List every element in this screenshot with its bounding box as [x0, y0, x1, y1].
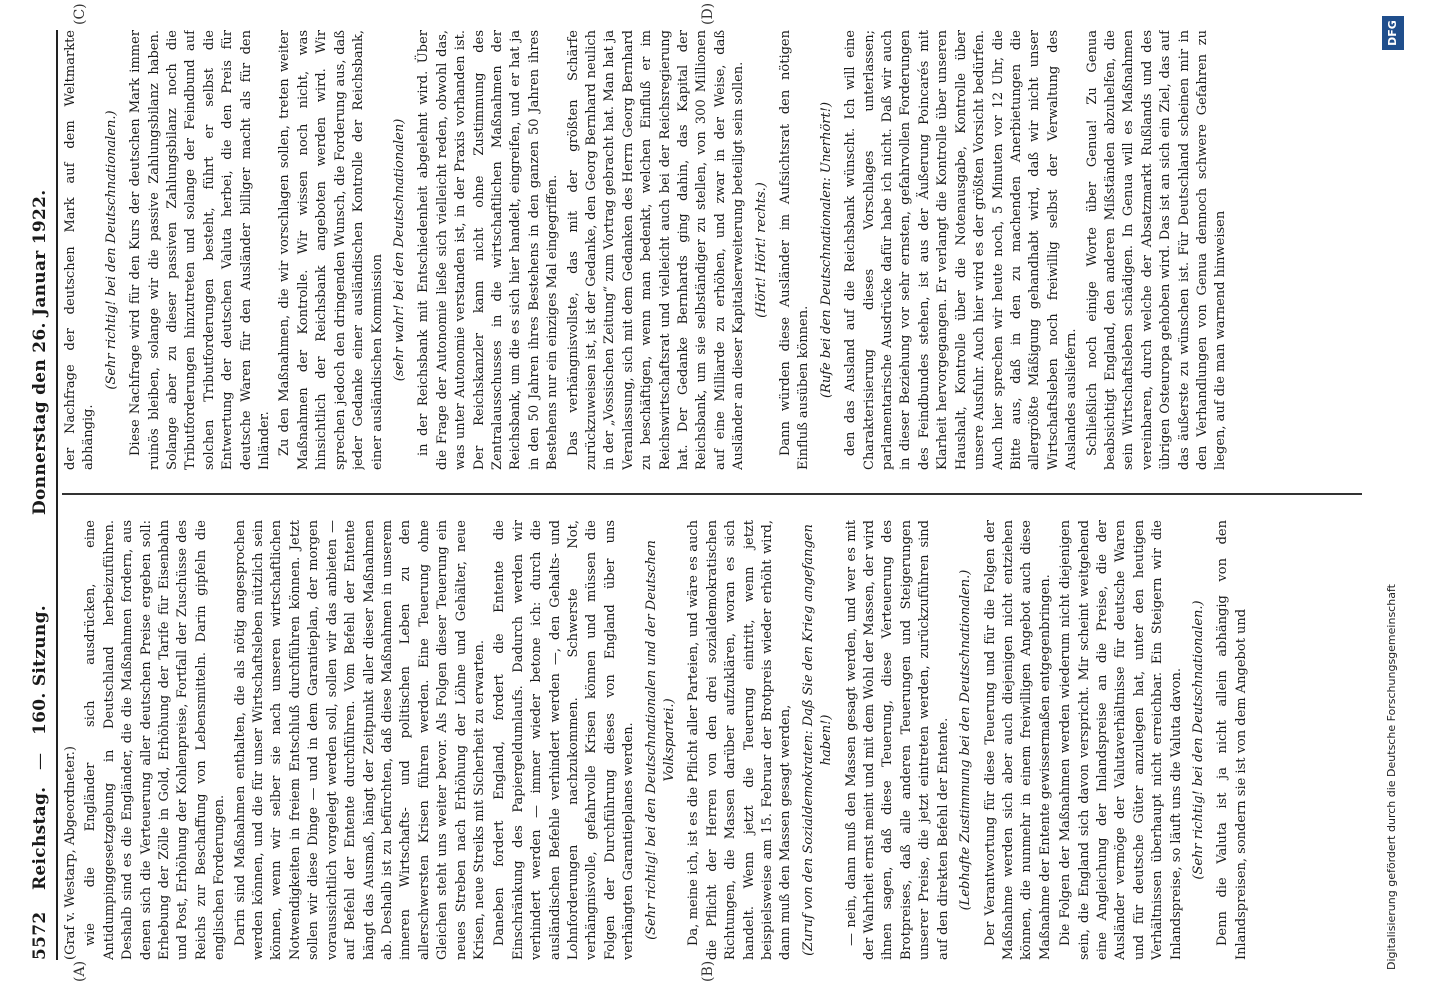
page-header	[30, 30, 52, 960]
interjection: (Zuruf von den Sozialdemokraten: Daß Sie den Krieg angefangen haben!)	[800, 524, 835, 956]
paragraph: Die Folgen der Maßnahmen werden wiederum nicht diejenigen sein, die England sich davon verspricht. Mir scheint weitgehend eine Angleichung der Inlandspreise an die Preise, die der Ausländer vermöge der Valutaverhältnisse für deutsche Waren und für deutsche Güter anzulegen hat, unter den heutigen Verhältnissen überhaupt nicht erreichbar. Ein Steigern wir die Inlandspreise, so läuft uns die Valuta davon.	[1058, 520, 1184, 960]
margin-marker-b: (B)	[700, 960, 716, 982]
left-text-column	[62, 520, 1362, 960]
interjection: (Sehr richtig! bei den Deutschnationalen.)	[1190, 600, 1206, 880]
paragraph: Das verhängnisvollste, das mit der größten Schärfe zurückzuweisen ist, ist der Gedanke, den Georg Bernhard neulich in der „Vossischen Zeitung“ zum Vortrag gebracht hat. Man hat ja Veranlassung, sich mit dem Gedanken des Herrn Georg Bernhard zu beschäftigen, wenn man bedenkt, welchen Einfluß er im Reichswirtschaftsrat und vielleicht auch bei der Reichsregierung hat. Der Gedanke Bernhards ging dahin, das Kapital der Reichsbank, um sie selbständiger zu stellen, von 300 Millionen auf eine Milliarde zu erhöhen, und zwar in der Weise, daß Ausländer an dieser Kapitalserweiterung beteiligt sein sollen.	[565, 30, 747, 470]
speaker-line: der Nachfrage der deutschen Mark auf dem Weltmarkte abhängig.	[63, 30, 97, 470]
interjection: (Lebhafte Zustimmung bei den Deutschnationalen.)	[958, 569, 974, 911]
session-date: Donnerstag den 26. Januar 1922.	[30, 189, 50, 515]
paragraph: Diese Nachfrage wird für den Kurs der deutschen Mark immer ruinös bleiben, solange wir die passive Zahlungsbilanz haben. Solange aber zu dieser passiven Zahlungsbilanz noch die Tributforderungen hinzutreten und solange der Feindbund auf solchen Tributforderungen besteht, führt er selbst die Entwertung der deutschen Valuta herbei, die den Preis für deutsche Waren für den Ausländer billiger macht als für den Inländer.	[128, 30, 273, 470]
dfg-logo: DFG	[1382, 16, 1404, 50]
header-title: Reichstag.	[30, 786, 50, 890]
interjection: (Sehr richtig! bei den Deutschnationalen.)	[103, 110, 119, 390]
interjection: (Hört! Hört! rechts.)	[753, 182, 769, 318]
session-number: 160. Sitzung.	[30, 605, 50, 735]
paragraph: den das Ausland auf die Reichsbank wünscht. Ich will eine Charakterisierung dieses Vorschlages unterlassen; parlamentarische Ausdrücke dafür habe ich nicht. Daß wir auch in dieser Beziehung vor sehr ernsten, gefahrvollen Forderungen des Feindbundes stehen, ist aus der Äußerung Poincarés mit Klarheit hervorgegangen. Er verlangt die Kontrolle über unseren Haushalt, Kontrolle über die Notenausgabe, Kontrolle über unsere Ausfuhr. Auch hier wird es der größten Vorsicht bedürfen. Auch hier sprechen wir heute noch, 5 Minuten vor 12 Uhr, die Bitte aus, daß in den zu machenden Anerbietungen die allergrößte Mäßigung gehandhabt wird, daß wir nicht unser Wirtschaftsleben noch freiwillig selbst der Verwaltung des Auslandes ausliefern.	[843, 30, 1080, 470]
paragraph: Zu den Maßnahmen, die wir vorschlagen sollen, treten weiter Maßnahmen der Kontrolle. Wir wissen noch nicht, was hinsichtlich der Reichsbank angeboten werden wird. Wir sprechen jedoch den dringenden Wunsch, die Forderung aus, daß jeder Gedanke einer ausländischen Kontrolle der Reichsbank, einer ausländischen Kommission	[277, 30, 385, 470]
page-number: 5572	[30, 911, 50, 960]
margin-marker-c: (C)	[72, 3, 88, 25]
right-text-column	[62, 30, 1362, 470]
margin-marker-d: (D)	[700, 2, 716, 25]
header-dash: —	[30, 752, 50, 770]
paragraph: Der Verantwortung für diese Teuerung und für die Folgen der Maßnahme werden sich aber auch diejenigen nicht entziehen können, die nunmehr in einem freiwilligen Angebot auch diese Maßnahme der Entente gewissermaßen entgegenbringen.	[982, 520, 1053, 960]
paragraph: in der Reichsbank mit Entschiedenheit abgelehnt wird. Über die Frage der Autonomie ließe sich vielleicht reden, obwohl das, was unter Autonomie verstanden ist, in der Praxis vorhanden ist. Der Reichskanzler kann nicht ohne Zustimmung des Zentralausschusses in die wirtschaftlichen Maßnahmen der Reichsbank, um die es sich hier handelt, eingreifen, und er hat ja in den 50 Jahren ihres Bestehens in den ganzen 50 Jahren ihres Bestehens nur ein einziges Mal eingegriffen.	[416, 30, 561, 470]
header-rule	[56, 30, 58, 960]
digitization-credit: Digitalisierung gefördert durch die Deutsche Forschungsgemeinschaft	[1385, 584, 1398, 970]
interjection: (Sehr richtig! bei den Deutschnationalen und der Deutschen Volkspartei.)	[643, 540, 677, 940]
paragraph: — nein, dann muß den Massen gesagt werden, und wer es mit der Wahrheit ernst meint und mit dem Wohl der Massen, der wird ihnen sagen, daß diese Teuerung, diese Verteuerung des Brotpreises, daß alle anderen Teuerungen und Steigerungen unserer Preise, die jetzt eintreten werden, zurückzuführen sind auf den direkten Befehl der Entente.	[843, 520, 951, 960]
speaker-line: (Graf v. Westarp, Abgeordneter.)	[63, 746, 78, 960]
paragraph: Daneben fordert England, fordert die Entente die Einschränkung des Papiergeldumlaufs. Dadurch werden wir verhindert werden — immer wieder betone ich: durch die ausländischen Befehle verhindert werden —, den Gehalts- und Lohnforderungen nachzukommen. Schwerste Not, verhängnisvolle, gefahrvolle Krisen können und müssen die Folgen der Durchführung dieses von England über uns verhängten Garantieplanes werden.	[492, 520, 637, 960]
paragraph: Darin sind Maßnahmen enthalten, die als nötig angesprochen werden können, und die für unser Wirtschaftsleben nützlich sein können, wenn wir selber sie nach unseren wirtschaftlichen Notwendigkeiten in freiem Entschluß durchführen können. Jetzt sollen wir diese Dinge — und in dem Garantieplan, der morgen voraussichtlich vorgelegt werden soll, sollen wir das anbieten — auf Befehl der Entente durchführen. Vom Befehl der Entente hängt das Ausmaß, hängt der Zeitpunkt aller dieser Maßnahmen ab. Deshalb ist zu befürchten, daß diese Maßnahmen in unserem inneren Wirtschafts- und politischen Leben zu den allerschwersten Krisen führen werden. Eine Teuerung ohne Gleichen steht uns weiter bevor. Als Folgen dieser Teuerung ein neues Streben nach Erhöhung der Löhne und Gehälter, neue Krisen, neue Streiks mit Sicherheit zu erwarten.	[232, 520, 487, 960]
margin-marker-a: (A)	[72, 960, 88, 982]
paragraph: Da, meine ich, ist es die Pflicht aller Parteien, und wäre es auch die Pflicht der Herren von den drei sozialdemokratischen Richtungen, die Massen darüber aufzuklären, woran es sich handelt. Wenn jetzt die Teuerung eintritt, wenn jetzt beispielsweise am 15. Februar der Brotpreis wieder erhöht wird, dann muß den Massen gesagt werden,	[686, 520, 794, 960]
column-divider	[62, 493, 1362, 495]
interjection: (Rufe bei den Deutschnationalen: Unerhört!)	[818, 101, 834, 399]
paragraph: Schließlich noch einige Worte über Genua! Zu Genua beabsichtigt England, den anderen Mißständen abzuhelfen, die sein Wirtschaftsleben schädigen. In Genua will es Maßnahmen vereinbaren, durch welche der Absatzmarkt Rußlands und des übrigen Osteuropa gehoben wird. Das ist an sich ein Ziel, das auf das äußerste zu wünschen ist. Für Deutschland scheinen mir in den Verhandlungen von Genua dennoch schwere Gefahren zu liegen, auf die man warnend hinweisen	[1084, 30, 1229, 470]
paragraph: Denn die Valuta ist ja nicht allein abhängig von den Inlandspreisen, sondern sie ist von dem Angebot und	[1215, 520, 1249, 960]
paragraph: Dann würden diese Ausländer im Aufsichtsrat den nötigen Einfluß ausüben können.	[778, 30, 812, 470]
paragraph: wie die Engländer sich ausdrücken, eine Antidumpinggesetzgebung in Deutschland herbeizuführen. Deshalb sind es die Engländer, die die Maßnahmen fordern, aus denen sich die Verteuerung aller deutschen Preise ergeben soll: Erhebung der Zölle in Gold, Erhöhung der Tarife für Eisenbahn und Post, Erhöhung der Kohlenpreise, Fortfall der Zuschüsse des Reichs zur Beschaffung von Lebensmitteln. Darin gipfeln die englischen Forderungen.	[83, 520, 228, 960]
interjection: (sehr wahr! bei den Deutschnationalen)	[391, 118, 407, 382]
